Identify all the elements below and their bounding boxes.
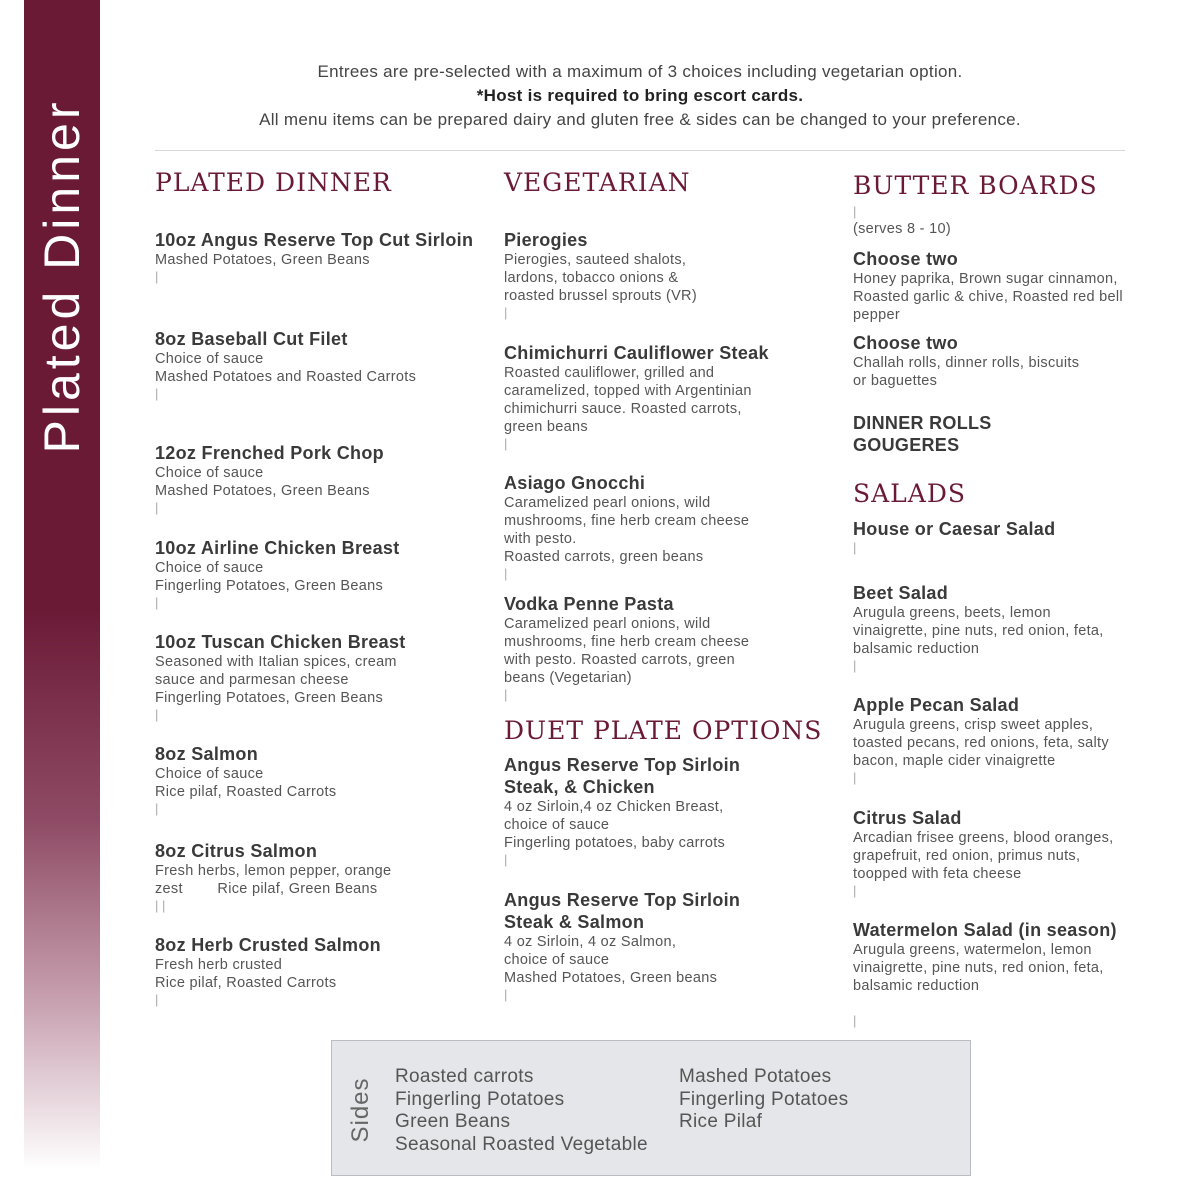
sides-list-left [395,1066,648,1156]
separator: | [853,658,857,673]
menu-item-desc: lardons, tobacco onions & [504,270,679,286]
menu-item-desc: Caramelized pearl onions, wild [504,495,711,511]
separator: | [504,987,508,1002]
butter-serves [853,204,1153,238]
dinner-rolls: DINNER ROLLS [853,413,992,433]
vegetarian-column [504,168,824,1008]
menu-item-desc: green beans [504,419,588,435]
menu-item-desc: roasted brussel sprouts (VR) [504,288,697,304]
menu-item-desc: Honey paprika, Brown sugar cinnamon, [853,271,1118,287]
side-item: Mashed Potatoes [679,1066,832,1087]
menu-item-title: Beet Salad [853,583,949,603]
section-heading-vegetarian: VEGETARIAN [504,168,691,197]
menu-item-desc: vinaigrette, pine nuts, red onion, feta, [853,960,1104,976]
menu-item-desc: sauce and parmesan cheese [155,672,349,688]
menu-item-desc: Arugula greens, beets, lemon [853,605,1051,621]
separator: | | [155,898,166,913]
menu-item-title: Angus Reserve Top Sirloin [504,755,741,775]
menu-item-desc: grapefruit, red onion, primus nuts, [853,848,1081,864]
menu-item-desc: Arcadian frisee greens, blood oranges, [853,830,1114,846]
menu-item-desc: 4 oz Sirloin, 4 oz Salmon, [504,934,677,950]
menu-item-title: Citrus Salad [853,808,962,828]
menu-item [504,754,824,868]
separator: | [853,204,857,219]
menu-item-title: 8oz Salmon [155,744,259,764]
menu-item-desc: Challah rolls, dinner rolls, biscuits [853,355,1080,371]
menu-item-desc: Roasted garlic & chive, Roasted red bell [853,289,1123,305]
separator: | [155,386,159,401]
separator: | [853,883,857,898]
menu-item-title: 8oz Baseball Cut Filet [155,329,348,349]
menu-item-title: Watermelon Salad (in season) [853,920,1117,940]
menu-item [155,537,475,611]
menu-item-desc: Choice of sauce [155,351,264,367]
menu-item-title: 10oz Tuscan Chicken Breast [155,632,406,652]
menu-item-title: Steak, & Chicken [504,777,655,797]
menu-item [155,328,475,402]
menu-item [853,694,1153,786]
menu-item-desc: Caramelized pearl onions, wild [504,616,711,632]
menu-item-desc: balsamic reduction [853,978,980,994]
menu-item-desc: with pesto. Roasted carrots, green [504,652,736,668]
separator: | [853,1013,857,1028]
menu-item [504,889,824,1003]
menu-item [155,934,475,1008]
separator: | [155,595,159,610]
menu-item-title: Asiago Gnocchi [504,473,646,493]
menu-item-title: Steak & Salmon [504,912,645,932]
menu-item-title: Pierogies [504,230,588,250]
menu-item [155,442,475,516]
menu-item-desc: Mashed Potatoes, Green beans [504,970,718,986]
menu-item-desc: Fresh herb crusted [155,957,283,973]
menu-item-title: 8oz Citrus Salmon [155,841,318,861]
menu-item-desc: chimichurri sauce. Roasted carrots, [504,401,742,417]
menu-item-desc: beans (Vegetarian) [504,670,632,686]
plated-dinner-column [155,168,475,1028]
menu-item [853,582,1153,674]
menu-item-desc: toasted pecans, red onions, feta, salty [853,735,1109,751]
menu-item-desc: Fingerling potatoes, baby carrots [504,835,726,851]
menu-item-desc: Arugula greens, watermelon, lemon [853,942,1092,958]
menu-item-title: 10oz Angus Reserve Top Cut Sirloin [155,230,474,250]
menu-item-desc: toopped with feta cheese [853,866,1022,882]
sides-list-right [679,1066,848,1134]
butter-choice [853,248,1153,324]
menu-item-desc: Mashed Potatoes and Roasted Carrots [155,369,417,385]
menu-item-desc: Rice pilaf, Roasted Carrots [155,784,337,800]
separator: | [155,801,159,816]
side-item: Fingerling Potatoes [395,1088,565,1110]
menu-item-desc: Fresh herbs, lemon pepper, orange [155,863,392,879]
menu-item-desc: 4 oz Sirloin,4 oz Chicken Breast, [504,799,724,815]
menu-item-desc: mushrooms, fine herb cream cheese [504,513,750,529]
separator: | [504,436,508,451]
menu-item-title: Chimichurri Cauliflower Steak [504,343,769,363]
separator: | [155,707,159,722]
intro-line-3: All menu items can be prepared dairy and gluten free & sides can be changed to your preference. [259,110,1021,129]
side-title: Plated Dinner [34,98,90,454]
separator: | [155,269,159,284]
separator: | [853,540,857,555]
menu-item [155,229,475,285]
menu-item [155,631,475,723]
menu-item-desc: choice of sauce [504,952,610,968]
menu-item-desc: Mashed Potatoes, Green Beans [155,483,370,499]
menu-item-title: 12oz Frenched Pork Chop [155,443,384,463]
menu-item-title: 8oz Herb Crusted Salmon [155,935,381,955]
section-heading-butter-boards: BUTTER BOARDS [853,171,1098,200]
menu-item-desc: with pesto. [504,531,577,547]
menu-item [155,840,475,914]
menu-item-title: Angus Reserve Top Sirloin [504,890,741,910]
intro [155,60,1125,132]
menu-item-title: House or Caesar Salad [853,519,1056,539]
butter-choice [853,332,1153,390]
menu-item-desc: or baguettes [853,373,938,389]
separator: | [155,992,159,1007]
section-heading-duet: DUET PLATE OPTIONS [504,716,823,745]
side-item: Rice Pilaf [679,1111,763,1132]
section-heading-salads: SALADS [853,479,967,508]
menu-item-desc: caramelized, topped with Argentinian [504,383,752,399]
menu-item-desc: Roasted cauliflower, grilled and [504,365,715,381]
menu-item-desc: bacon, maple cider vinaigrette [853,753,1056,769]
side-item: Fingerling Potatoes [679,1088,849,1110]
gougeres: GOUGERES [853,435,960,455]
menu-item-desc: mushrooms, fine herb cream cheese [504,634,750,650]
menu-item-desc: zest Rice pilaf, Green Beans [155,881,378,897]
separator: | [504,687,508,702]
side-item: Green Beans [395,1111,511,1132]
menu-item-desc: Choice of sauce [155,465,264,481]
separator: | [155,500,159,515]
section-heading-plated-dinner: PLATED DINNER [155,168,392,197]
menu-item-desc: Choice of sauce [155,766,264,782]
menu-item-title: Vodka Penne Pasta [504,594,674,614]
menu-item-title: 10oz Airline Chicken Breast [155,538,400,558]
menu-item [853,919,1153,1029]
butter-extras [853,412,1153,456]
menu-item [504,472,824,582]
menu-item [853,807,1153,899]
intro-line-2: *Host is required to bring escort cards. [476,86,804,105]
menu-item-desc: Seasoned with Italian spices, cream [155,654,397,670]
menu-item-title: Choose two [853,333,958,353]
menu-item [504,342,824,452]
menu-item [155,743,475,817]
menu-item-desc: pepper [853,307,900,323]
butter-salads-column [853,168,1153,1038]
side-item: Seasonal Roasted Vegetable [395,1133,648,1155]
menu-item-desc: Rice pilaf, Roasted Carrots [155,975,337,991]
menu-item [504,593,824,703]
menu-item-desc: Mashed Potatoes, Green Beans [155,252,370,268]
menu-item-desc: Arugula greens, crisp sweet apples, [853,717,1094,733]
menu-item-desc: choice of sauce [504,817,610,833]
separator: | [504,305,508,320]
separator: | [853,770,857,785]
menu-item-desc: balsamic reduction [853,641,980,657]
serves-note: (serves 8 - 10) [853,221,951,237]
menu-item-title: Apple Pecan Salad [853,695,1020,715]
menu-item-desc: Fingerling Potatoes, Green Beans [155,690,384,706]
menu-item-desc: Choice of sauce [155,560,264,576]
sides-label: Sides [347,1077,374,1143]
menu-item [853,518,1153,556]
separator: | [504,566,508,581]
divider [155,150,1125,151]
menu-item-title: Choose two [853,249,958,269]
menu-item-desc: vinaigrette, pine nuts, red onion, feta, [853,623,1104,639]
menu-item [504,229,824,321]
menu-item-desc: Roasted carrots, green beans [504,549,704,565]
menu-item-desc: Fingerling Potatoes, Green Beans [155,578,384,594]
side-item: Roasted carrots [395,1066,534,1087]
intro-line-1: Entrees are pre-selected with a maximum of 3 choices including vegetarian option. [317,62,963,81]
separator: | [504,852,508,867]
menu-item-desc: Pierogies, sauteed shalots, [504,252,687,268]
